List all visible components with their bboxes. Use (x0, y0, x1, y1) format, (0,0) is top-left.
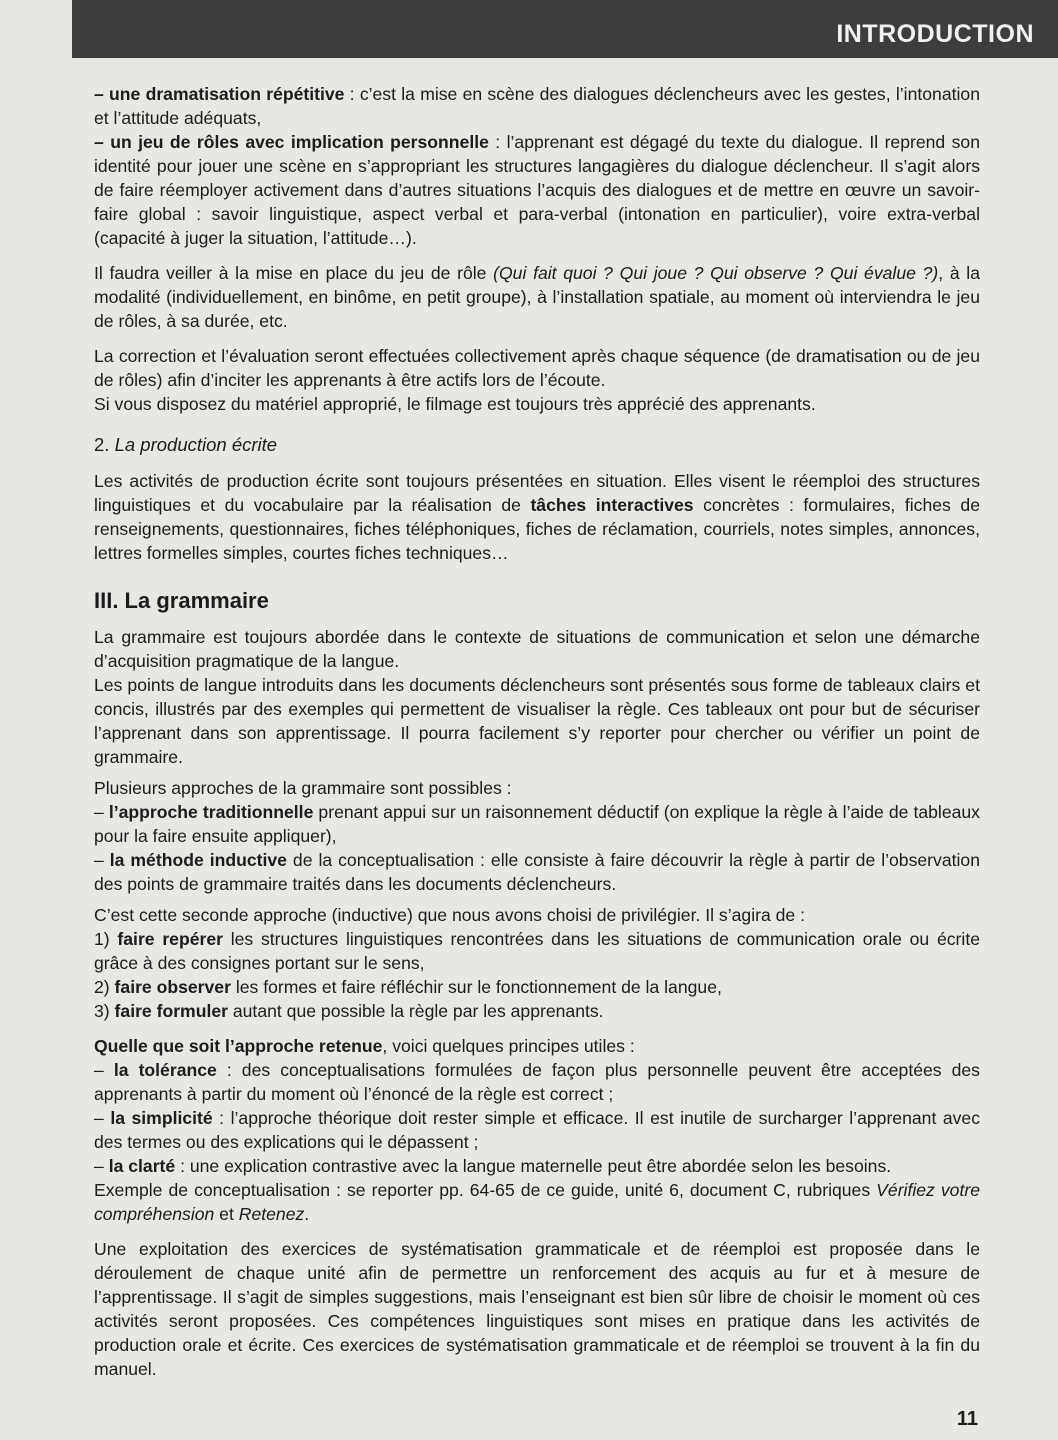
list-item-inductive (94, 848, 980, 896)
paragraph-text: les formes et faire réfléchir sur le fonctionnement de la langue, (230, 977, 722, 997)
paragraph-text: : c’est la mise en scène des dialogues déclencheurs avec les gestes, l’intonation et l’attitude adéquats, (94, 84, 980, 128)
list-dash: – (94, 1108, 111, 1128)
bold-term: la clarté (108, 1156, 176, 1176)
italic-text: Vérifiez votre compréhension (94, 1180, 980, 1224)
paragraph-text: , à la modalité (individuellement, en binôme, en petit groupe), à l’installation spatiale, au moment où interviendra le jeu de rôles, à sa durée, etc. (94, 263, 980, 331)
paragraph-dramatisation (94, 82, 980, 130)
italic-text: Retenez (238, 1204, 305, 1224)
list-dash: – (94, 1060, 114, 1080)
bold-term: faire repérer (117, 929, 223, 949)
paragraph-abordee (94, 625, 980, 673)
paragraph-jeu-roles (94, 130, 980, 250)
paragraph-text: Exemple de conceptualisation : se reporter pp. 64-65 de ce guide, unité 6, document C, rubriques (94, 1180, 877, 1200)
bold-term: faire observer (114, 977, 231, 997)
list-number: 3) (94, 1001, 115, 1021)
paragraph-activites (94, 469, 980, 565)
paragraph-text: les structures linguistiques rencontrées dans les situations de communication orale ou écrite grâce à des consignes portant sur le sens, (94, 929, 980, 973)
paragraph-text: de la conceptualisation : elle consiste à faire découvrir la règle à partir de l’observation des points de grammaire traités dans les documents déclencheurs. (94, 850, 980, 894)
paragraph-text: prenant appui sur un raisonnement déductif (on explique la règle à l’aide de tableaux pour la faire ensuite appliquer), (94, 802, 980, 846)
paragraph-text: C’est cette seconde approche (inductive) que nous avons choisi de privilégier. Il s’agira de : (94, 905, 805, 925)
list-dash: – (94, 802, 109, 822)
paragraph-text: Les activités de production écrite sont toujours présentées en situation. Elles visent le réemploi des structures linguistiques et du vocabulaire par la réalisation de (94, 471, 980, 515)
paragraph-correction (94, 344, 980, 392)
bold-term: – une dramatisation répétitive (94, 84, 345, 104)
header-bar (72, 0, 1058, 58)
list-item-reperer (94, 927, 980, 975)
paragraph-text: : des conceptualisations formulées de façon plus personnelle peuvent être acceptées des apprenants à partir du moment où l’énoncé de la règle est correct ; (94, 1060, 980, 1104)
paragraph-points (94, 673, 980, 769)
paragraph-text: autant que possible la règle par les apprenants. (227, 1001, 604, 1021)
list-item-tolerance (94, 1058, 980, 1106)
page-header-title: INTRODUCTION (836, 20, 1034, 48)
list-dash: – (94, 1156, 109, 1176)
paragraph-text: et (214, 1204, 239, 1224)
bold-term: la simplicité (110, 1108, 213, 1128)
paragraph-text: : une explication contrastive avec la langue maternelle peut être abordée selon les besoins. (175, 1156, 892, 1176)
list-item-traditionnelle (94, 800, 980, 848)
list-number: 2) (94, 977, 115, 997)
paragraph-text: . (304, 1204, 310, 1224)
paragraph-text: , voici quelques principes utiles : (382, 1036, 635, 1056)
list-number: 1) (94, 929, 118, 949)
list-item-observer (94, 975, 980, 999)
bold-term: faire formuler (114, 1001, 228, 1021)
paragraph-quelle (94, 1034, 980, 1058)
paragraph-text: concrètes : formulaires, fiches de renseignements, questionnaires, fiches téléphoniques, fiches de réclamation, courriels, notes simples, annonces, lettres formelles simples, courtes fiches techniques… (94, 495, 980, 563)
subheading-number: 2. (94, 434, 115, 455)
paragraph-text: Une exploitation des exercices de systématisation grammaticale et de réemploi est proposée dans le déroulement de chaque unité afin de permettre un renforcement des acquis au fur et à mesure de l’apprentissage. Il s’agit de simples suggestions, mais l’enseignant est bien sûr libre de choisir le moment où ces activités seront proposées. Ces compétences linguistiques sont mises en pratique dans les activités de production orale et écrite. Ces exercices de systématisation grammaticale et de réemploi se trouvent à la fin du manuel. (94, 1239, 980, 1379)
paragraph-text: Plusieurs approches de la grammaire sont possibles : (94, 778, 512, 798)
paragraph-text: Si vous disposez du matériel approprié, le filmage est toujours très apprécié des apprenants. (94, 394, 816, 414)
italic-text: (Qui fait quoi ? Qui joue ? Qui observe ? Qui évalue ?) (493, 263, 939, 283)
subheading-text: La production écrite (114, 434, 278, 455)
bold-term: – un jeu de rôles avec implication personnelle (94, 132, 489, 152)
paragraph-text: La grammaire est toujours abordée dans le contexte de situations de communication et selon une démarche d’acquisition pragmatique de la langue. (94, 627, 980, 671)
paragraph-text: La correction et l’évaluation seront effectuées collectivement après chaque séquence (de dramatisation ou de jeu de rôles) afin d’inciter les apprenants à être actifs lors de l’écoute. (94, 346, 980, 390)
paragraph-exploitation (94, 1237, 980, 1381)
subheading-production-ecrite (94, 433, 980, 457)
list-item-simplicite (94, 1106, 980, 1154)
paragraph-text: : l’approche théorique doit rester simple et efficace. Il est inutile de surcharger l’apprenant avec des termes ou des explications qui le dépassent ; (94, 1108, 981, 1152)
paragraph-veiller (94, 261, 980, 333)
paragraph-text: Les points de langue introduits dans les documents déclencheurs sont présentés sous forme de tableaux clairs et concis, illustrés par des exemples qui permettent de visualiser la règle. Ces tableaux ont pour but de sécuriser l’apprenant dans son apprentissage. Il pourra facilement s’y reporter pour chercher ou vérifier un point de grammaire. (94, 675, 980, 767)
paragraph-filmage (94, 392, 980, 416)
bold-term: la tolérance (113, 1060, 217, 1080)
paragraph-exemple (94, 1178, 980, 1226)
paragraph-text: Il faudra veiller à la mise en place du jeu de rôle (94, 263, 494, 283)
page-number: 11 (956, 1408, 978, 1430)
paragraph-text: : l’apprenant est dégagé du texte du dialogue. Il reprend son identité pour jouer une scène en s’appropriant les structures langagières du dialogue déclencheur. Il s’agit alors de faire réemployer activement dans d’autres situations l’acquis des dialogues et de mettre en œuvre un savoir-faire global : savoir linguistique, aspect verbal et para-verbal (intonation en particulier), voire extra-verbal (capacité à juger la situation, l’attitude…). (94, 132, 980, 248)
list-item-formuler (94, 999, 980, 1023)
bold-term: l’approche traditionnelle (108, 802, 314, 822)
list-item-clarte (94, 1154, 980, 1178)
bold-term: Quelle que soit l’approche retenue (94, 1036, 383, 1056)
paragraph-seconde (94, 903, 980, 927)
bold-term: la méthode inductive (109, 850, 287, 870)
page-content (94, 82, 980, 1381)
list-dash: – (94, 850, 110, 870)
paragraph-plusieurs (94, 776, 980, 800)
bold-term: tâches interactives (530, 495, 694, 515)
section-title-grammaire: III. La grammaire (94, 588, 269, 613)
